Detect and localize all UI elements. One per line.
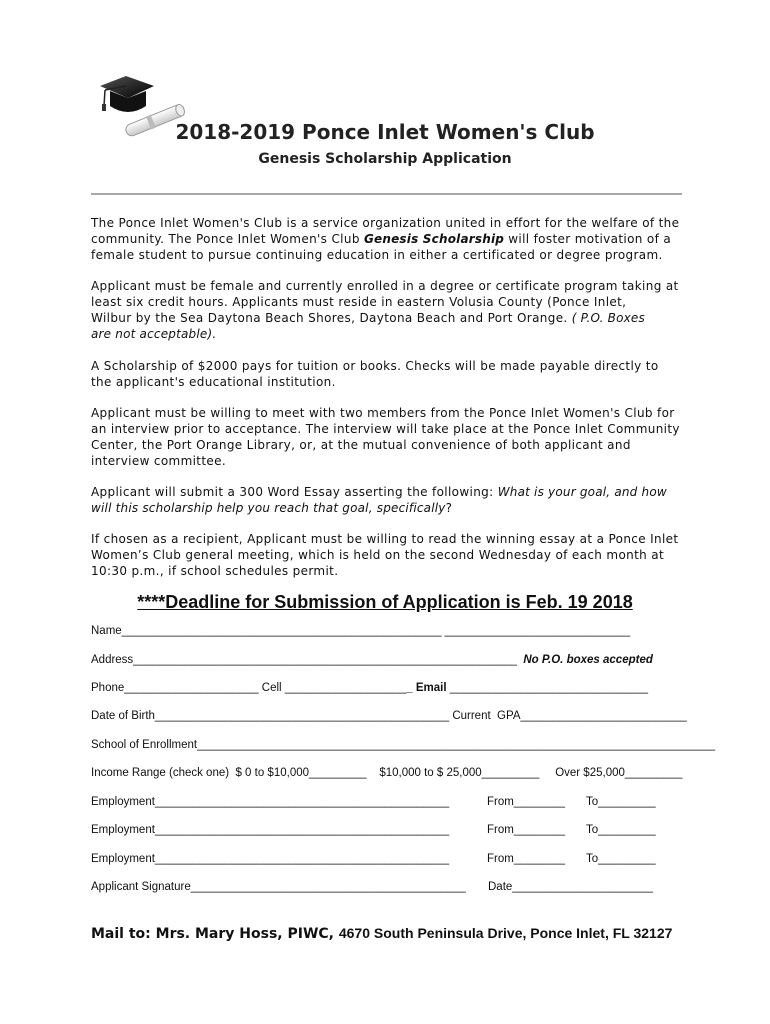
name-field[interactable]: Name__________________________________________________ _____________________________ <box>91 625 631 637</box>
page-subtitle: Genesis Scholarship Application <box>258 151 512 167</box>
interview-paragraph: Applicant must be willing to meet with two members from the Ponce Inlet Women's Club for an interview prior to acceptance. The interview will take place at the Ponce Inlet Community Center, the Port Orange Library, or, at the mutual convenience of both applicant and interview committee. <box>91 406 680 468</box>
signature-date-field[interactable]: Applicant Signature___________________________________________ Date______________________ <box>91 881 653 893</box>
divider <box>91 193 682 195</box>
recipient-paragraph: If chosen as a recipient, Applicant must be willing to read the winning essay at a Ponce Inlet Women’s Club general meeting, which is held on the second Wednesday of each month at 10:30 p.m., if school schedules permit. <box>91 532 679 578</box>
employment-field-1[interactable]: Employment______________________________________________ From________ To_________ <box>91 796 656 808</box>
po-box-note: No P.O. boxes accepted <box>523 654 653 666</box>
deadline-notice: ****Deadline for Submission of Application is Feb. 19 2018 <box>137 592 633 612</box>
eligibility-paragraph: Applicant must be female and currently enrolled in a degree or certificate program taking at least six credit hours. Applicants must reside in eastern Volusia County (Ponce Inlet, Wilbur by the Sea Daytona Beach Shores, Daytona Beach and Port Orange. ( P.O. Boxes are not acceptable). <box>91 279 679 341</box>
address-field[interactable]: Address____________________________________________________________ No P.O. boxes accepted <box>91 654 653 666</box>
school-field[interactable]: School of Enrollment_________________________________________________________________________________ <box>91 739 716 751</box>
mailing-address: Mail to: Mrs. Mary Hoss, PIWC, 4670 South Peninsula Drive, Ponce Inlet, FL 32127 <box>91 925 673 942</box>
phone-cell-email-field[interactable]: Phone_____________________ Cell ____________________ Email _______________________________ <box>91 682 649 694</box>
employment-field-3[interactable]: Employment______________________________________________ From________ To_________ <box>91 853 656 865</box>
essay-paragraph: Applicant will submit a 300 Word Essay asserting the following: What is your goal, and how will this scholarship help you reach that goal, specifically? <box>91 485 667 515</box>
income-range-field[interactable]: Income Range (check one) $ 0 to $10,000_________ $10,000 to $ 25,000_________ Over $25,000_________ <box>91 767 683 779</box>
employment-field-2[interactable]: Employment______________________________________________ From________ To_________ <box>91 824 656 836</box>
intro-paragraph: The Ponce Inlet Women's Club is a service organization united in effort for the welfare of the community. The Ponce Inlet Women's Club Genesis Scholarship will foster motivation of a female student to pursue continuing education in either a certificated or degree program. <box>91 216 680 262</box>
dob-gpa-field[interactable]: Date of Birth______________________________________________ Current GPA__________________________ <box>91 710 687 722</box>
award-paragraph: A Scholarship of $2000 pays for tuition or books. Checks will be made payable directly to the applicant's educational institution. <box>91 359 659 389</box>
page-title: 2018-2019 Ponce Inlet Women's Club <box>175 120 595 144</box>
